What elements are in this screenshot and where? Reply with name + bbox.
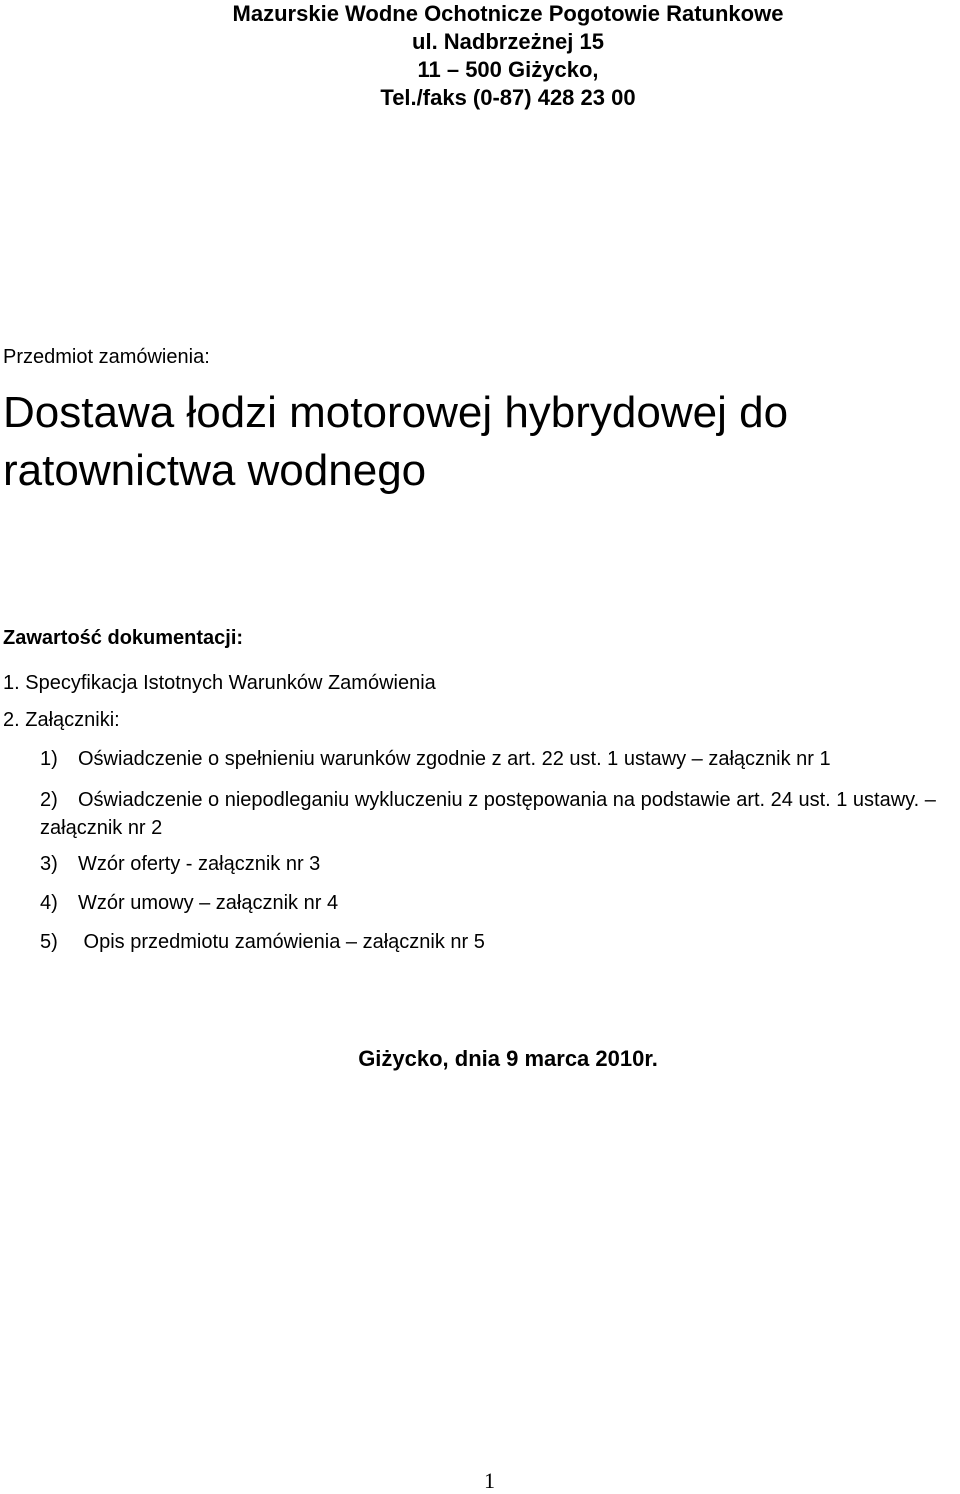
phone-fax: Tel./faks (0-87) 428 23 00 <box>380 85 636 110</box>
attachment-text: Oświadczenie o niepodleganiu wykluczeniu z postępowania na podstawie art. 24 ust. 1 ustawy. – załącznik nr 2 <box>40 789 936 839</box>
attachment-text: Wzór oferty - załącznik nr 3 <box>78 853 321 875</box>
contents-label: Zawartość dokumentacji: <box>3 627 244 649</box>
attachment-number: 2) <box>40 789 58 811</box>
document-header <box>0 0 960 112</box>
attachment-item <box>40 748 831 771</box>
attachment-item <box>40 931 485 954</box>
attachment-item <box>40 786 955 842</box>
attachment-number: 4) <box>40 892 58 914</box>
attachment-text: Opis przedmiotu zamówienia – załącznik nr 5 <box>78 931 485 953</box>
attachment-number: 1) <box>40 748 58 770</box>
organization-name: Mazurskie Wodne Ochotnicze Pogotowie Ratunkowe <box>232 1 784 26</box>
subject-label: Przedmiot zamówienia: <box>3 346 210 368</box>
attachment-number: 3) <box>40 853 58 875</box>
attachment-item <box>40 853 320 876</box>
attachment-text: Wzór umowy – załącznik nr 4 <box>78 892 339 914</box>
attachment-number: 5) <box>40 931 58 953</box>
attachment-item <box>40 892 338 915</box>
page-number: 1 <box>484 1468 495 1493</box>
document-date: Giżycko, dnia 9 marca 2010r. <box>358 1046 658 1071</box>
street-address: ul. Nadbrzeżnej 15 <box>412 29 604 54</box>
attachment-text: Oświadczenie o spełnieniu warunków zgodnie z art. 22 ust. 1 ustawy – załącznik nr 1 <box>78 748 831 770</box>
city-address: 11 – 500 Giżycko, <box>417 57 599 82</box>
document-title: Dostawa łodzi motorowej hybrydowej do ratownictwa wodnego <box>3 388 789 495</box>
contents-item: 1. Specyfikacja Istotnych Warunków Zamówienia <box>3 672 436 694</box>
contents-item: 2. Załączniki: <box>3 709 120 731</box>
